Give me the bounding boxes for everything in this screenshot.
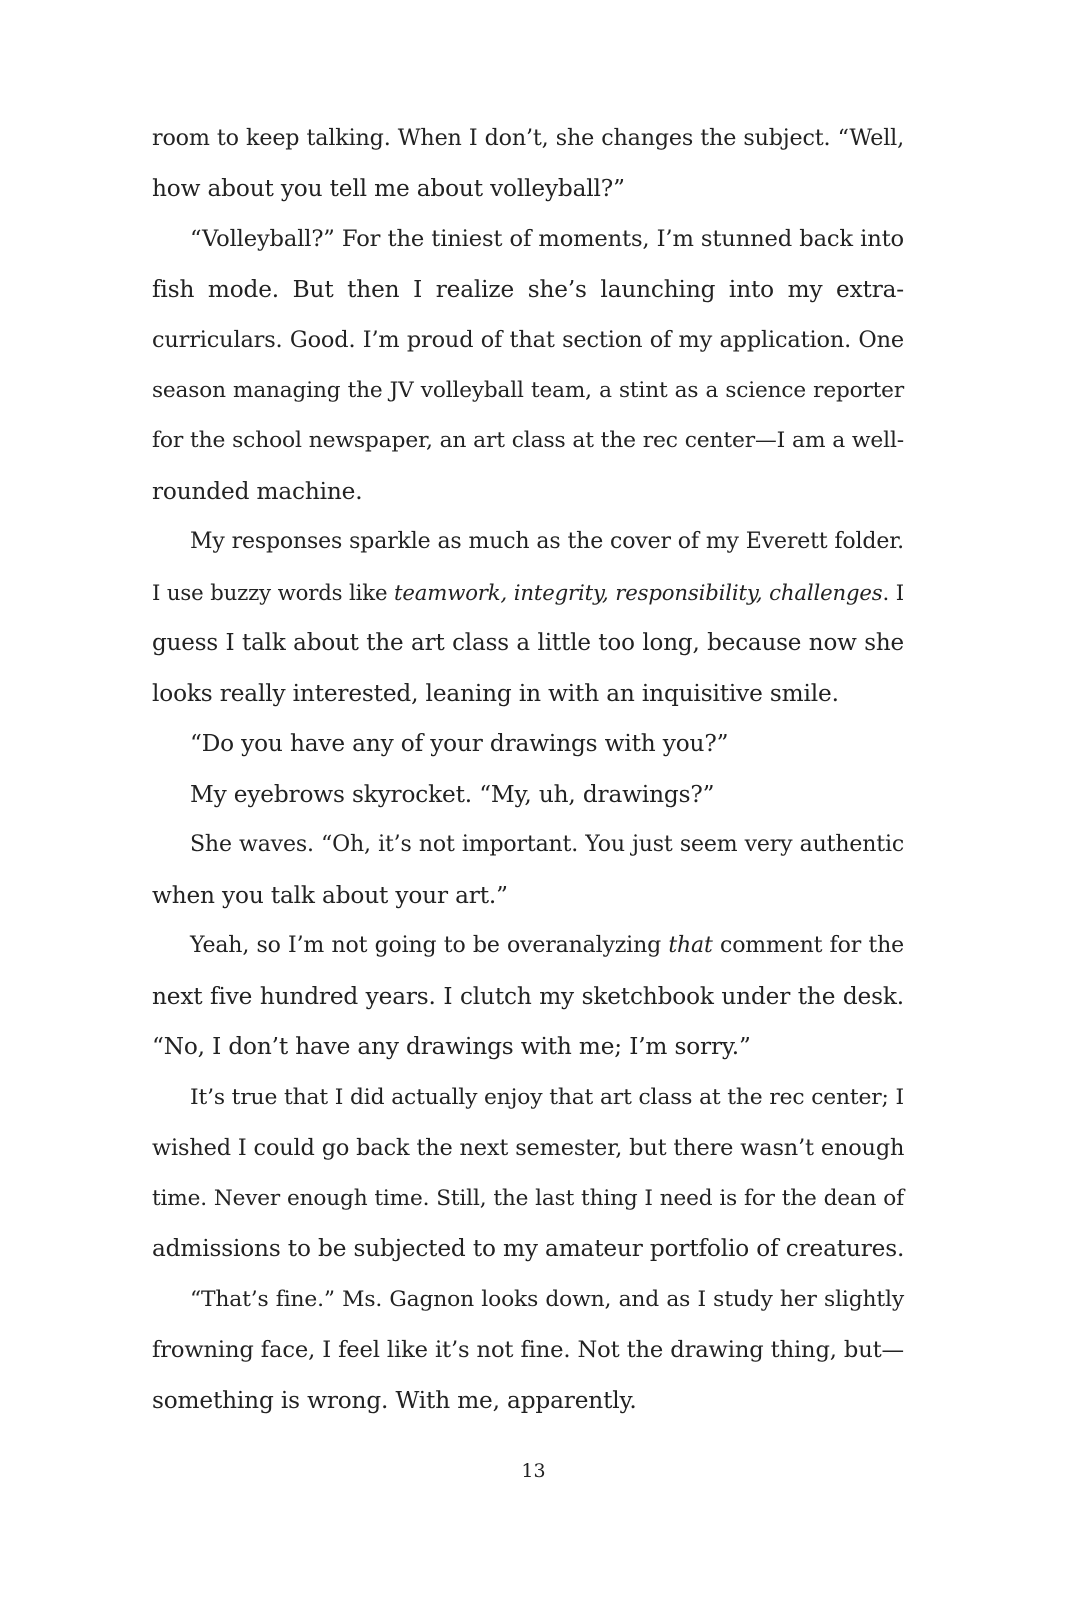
italic-text: teamwork, integrity, responsibility, challenges bbox=[394, 579, 883, 605]
text-line: rounded machine. bbox=[152, 477, 363, 505]
text-line: guess I talk about the art class a little too long, because now she bbox=[152, 630, 904, 656]
text-line: something is wrong. With me, apparently. bbox=[152, 1386, 637, 1414]
text-line: curriculars. Good. I’m proud of that section of my application. One bbox=[152, 327, 904, 353]
page-number: 13 bbox=[521, 1460, 546, 1482]
text-line: “That’s fine.” Ms. Gagnon looks down, and as I study her slightly bbox=[190, 1286, 904, 1312]
body-text bbox=[152, 117, 904, 1430]
text-line: She waves. “Oh, it’s not important. You just seem very authentic bbox=[190, 832, 904, 857]
italic-text: that bbox=[668, 933, 713, 958]
text-line: wished I could go back the next semester, but there wasn’t enough bbox=[152, 1135, 905, 1161]
text-line: admissions to be subjected to my amateur portfolio of creatures. bbox=[152, 1235, 905, 1262]
text-line: I use buzzy words like teamwork, integrity, responsibility, challenges. I bbox=[152, 579, 904, 605]
text-line: season managing the JV volleyball team, a stint as a science reporter bbox=[152, 377, 904, 403]
text-line: fish mode. But then I realize she’s launching into my extra- bbox=[152, 275, 904, 303]
text-line: for the school newspaper, an art class at the rec center—I am a well- bbox=[152, 428, 904, 453]
text-line: Yeah, so I’m not going to be overanalyzing that comment for the bbox=[190, 933, 904, 958]
text-line: My eyebrows skyrocket. “My, uh, drawings?” bbox=[190, 780, 715, 808]
text-line: frowning face, I feel like it’s not fine. Not the drawing thing, but— bbox=[152, 1337, 904, 1363]
text-line: next five hundred years. I clutch my sketchbook under the desk. bbox=[152, 982, 904, 1010]
text-line: how about you tell me about volleyball?” bbox=[152, 174, 625, 202]
text-line: time. Never enough time. Still, the last thing I need is for the dean of bbox=[152, 1185, 904, 1211]
text-line: when you talk about your art.” bbox=[152, 881, 508, 909]
text-line: “No, I don’t have any drawings with me; I’m sorry.” bbox=[152, 1033, 751, 1060]
text-line: It’s true that I did actually enjoy that art class at the rec center; I bbox=[190, 1084, 904, 1110]
text-line: “Volleyball?” For the tiniest of moments, I’m stunned back into bbox=[190, 226, 904, 252]
text-line: My responses sparkle as much as the cover of my Everett folder. bbox=[190, 529, 904, 554]
text-line: room to keep talking. When I don’t, she changes the subject. “Well, bbox=[152, 125, 904, 151]
text-line: looks really interested, leaning in with an inquisitive smile. bbox=[152, 679, 839, 707]
text-line: “Do you have any of your drawings with you?” bbox=[190, 730, 729, 757]
